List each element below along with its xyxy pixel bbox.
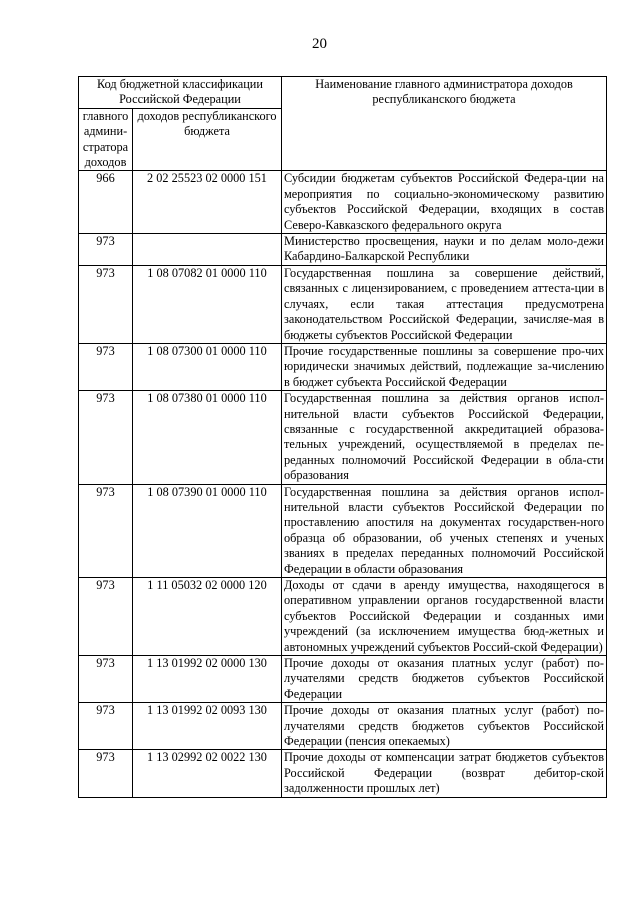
name-cell: Министерство просвещения, науки и по делам моло-дежи Кабардино-Балкарской Республики — [282, 234, 607, 266]
admin-code-cell: 973 — [79, 265, 133, 343]
name-cell: Прочие государственные пошлины за совершение про-чих юридически значимых действий, подлежащие за-числению в бюджет субъекта Российской Федерации — [282, 343, 607, 390]
admin-code-cell: 973 — [79, 484, 133, 577]
admin-code-cell: 973 — [79, 703, 133, 750]
income-code-cell: 2 02 25523 02 0000 151 — [133, 171, 282, 234]
income-code-cell: 1 13 02992 02 0022 130 — [133, 750, 282, 797]
table-row — [79, 656, 607, 703]
income-code-cell: 1 08 07380 01 0000 110 — [133, 391, 282, 484]
income-code-cell: 1 13 01992 02 0093 130 — [133, 703, 282, 750]
table-row — [79, 750, 607, 797]
table-row — [79, 391, 607, 484]
table-row — [79, 171, 607, 234]
table-row — [79, 234, 607, 266]
name-cell: Государственная пошлина за действия органов испол-нительной власти субъектов Российской Федерации, связанные с государственной аккредитацией образова-тельных учреждений, осуществляемой в пределах пе-реданных полномочий Российской Федерации в обла-сти образования — [282, 391, 607, 484]
header-row-group — [79, 77, 607, 109]
page-number: 20 — [312, 36, 327, 52]
table-row — [79, 484, 607, 577]
header-income-code: доходов республиканского бюджета — [133, 108, 282, 171]
admin-code-cell: 973 — [79, 578, 133, 656]
name-cell: Прочие доходы от оказания платных услуг (работ) по-лучателями средств бюджетов субъектов Российской Федерации (пенсия опекаемых) — [282, 703, 607, 750]
table-row — [79, 343, 607, 390]
income-code-cell: 1 08 07300 01 0000 110 — [133, 343, 282, 390]
name-cell: Государственная пошлина за действия органов испол-нительной власти субъектов Российской Федерации по проставлению апостиля на документах государствен-ного образца об образовании, об ученых степенях и ученых званиях в пределах переданных полномочий Российской Федерации в области образования — [282, 484, 607, 577]
budget-classification-table — [78, 76, 607, 798]
header-main-admin: главного админи-стратора доходов — [79, 108, 133, 171]
admin-code-cell: 966 — [79, 171, 133, 234]
name-cell: Субсидии бюджетам субъектов Российской Федера-ции на мероприятия по социально-экономическому развитию субъектов Российской Федерации, входящих в состав Северо-Кавказского федерального округа — [282, 171, 607, 234]
admin-code-cell: 973 — [79, 234, 133, 266]
admin-code-cell: 973 — [79, 391, 133, 484]
income-code-cell: 1 08 07082 01 0000 110 — [133, 265, 282, 343]
table-row — [79, 578, 607, 656]
admin-code-cell: 973 — [79, 343, 133, 390]
income-code-cell: 1 08 07390 01 0000 110 — [133, 484, 282, 577]
table-row — [79, 265, 607, 343]
admin-code-cell: 973 — [79, 656, 133, 703]
name-cell: Доходы от сдачи в аренду имущества, находящегося в оперативном управлении органов государственной власти субъектов Российской Федерации и созданных ими учреждений (за исключением имущества бюд-жетных и автономных учреждений субъектов Россий-ской Федерации) — [282, 578, 607, 656]
income-code-cell: 1 13 01992 02 0000 130 — [133, 656, 282, 703]
table-row — [79, 703, 607, 750]
income-code-cell — [133, 234, 282, 266]
income-code-cell: 1 11 05032 02 0000 120 — [133, 578, 282, 656]
header-admin-name: Наименование главного администратора доходов республиканского бюджета — [282, 77, 607, 171]
admin-code-cell: 973 — [79, 750, 133, 797]
name-cell: Прочие доходы от оказания платных услуг (работ) по-лучателями средств бюджетов субъектов Российской Федерации — [282, 656, 607, 703]
name-cell: Государственная пошлина за совершение действий, связанных с лицензированием, с проведением аттеста-ции в случаях, если такая аттестация предусмотрена законодательством Российской Федерации, зачисляе-мая в бюджеты субъектов Российской Федерации — [282, 265, 607, 343]
header-code-group: Код бюджетной классификации Российской Федерации — [79, 77, 282, 109]
name-cell: Прочие доходы от компенсации затрат бюджетов субъектов Российской Федерации (возврат дебитор-ской задолженности прошлых лет) — [282, 750, 607, 797]
